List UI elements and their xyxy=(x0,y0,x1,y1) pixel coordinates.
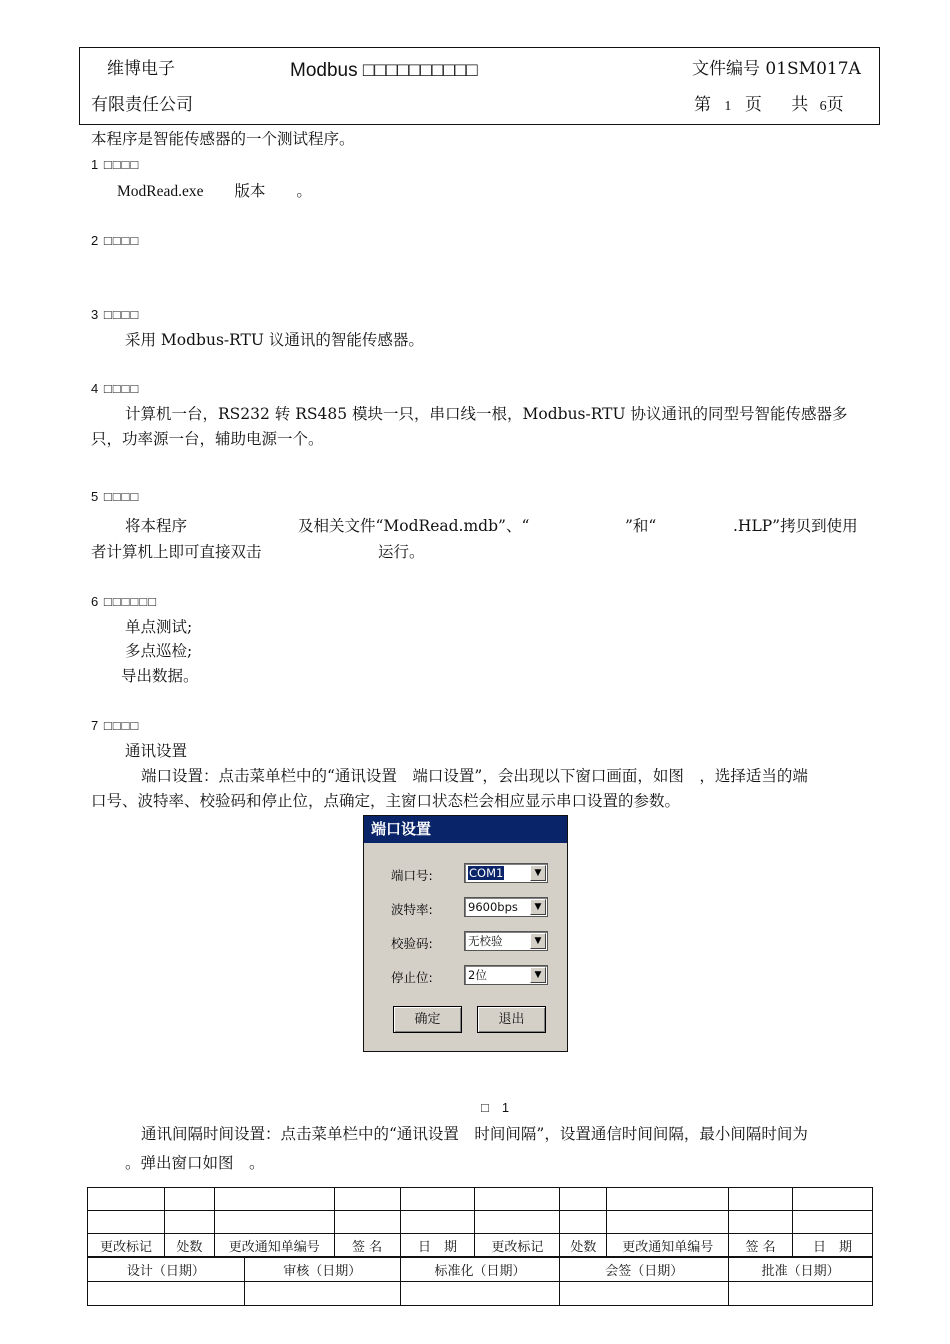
chevron-down-icon[interactable]: ▼ xyxy=(530,899,546,915)
page-unit: 页 xyxy=(744,95,762,115)
section-4-line1: 计算机一台，RS232 转 RS485 模块一只，串口线一根，Modbus-RTU 协议通讯的同型号智能传感器多 xyxy=(125,405,848,423)
page-indicator xyxy=(694,90,844,115)
table-header-row xyxy=(88,1234,873,1257)
total-unit: 页 xyxy=(826,95,844,115)
company-name-line2: 有限责任公司 xyxy=(91,95,193,115)
figure-caption: □ 1 xyxy=(481,1100,510,1115)
section-7-p3: 通讯间隔时间设置：点击菜单栏中的“通讯设置 时间间隔”，设置通信时间间隔，最小间隔时间为 xyxy=(141,1125,808,1143)
section-1-title: 1 □□□□ xyxy=(91,157,140,172)
page-number: 1 xyxy=(724,99,732,114)
version-label: 版本 xyxy=(234,182,266,200)
chevron-down-icon[interactable]: ▼ xyxy=(530,967,546,983)
port-select[interactable] xyxy=(464,863,548,883)
col-review: 审核（日期） xyxy=(244,1258,400,1282)
port-label: 端口号: xyxy=(391,868,433,883)
section-3-content: 采用 Modbus-RTU 议通讯的智能传感器。 xyxy=(125,331,424,349)
document-title: Modbus □□□□□□□□□□ xyxy=(290,60,478,81)
approval-header-row xyxy=(88,1258,873,1282)
stopbit-value: 2位 xyxy=(468,968,487,982)
section-6-title: 6 □□□□□□ xyxy=(91,594,157,609)
col-signature: 签 名 xyxy=(729,1234,793,1257)
intro-text: 本程序是智能传感器的一个测试程序。 xyxy=(91,130,355,148)
col-date: 日 期 xyxy=(793,1234,873,1257)
col-approve: 批准（日期） xyxy=(729,1258,873,1282)
col-countersign: 会签（日期） xyxy=(560,1258,729,1282)
col-standard: 标准化（日期） xyxy=(400,1258,560,1282)
table-row xyxy=(88,1188,873,1211)
section-7-p2: 口号、波特率、校验码和停止位，点确定，主窗口状态栏会相应显示串口设置的参数。 xyxy=(91,792,681,810)
section-7-subtitle: 通讯设置 xyxy=(125,742,188,760)
col-design: 设计（日期） xyxy=(88,1258,245,1282)
col-signature: 签 名 xyxy=(334,1234,400,1257)
section-4-line2: 只，功率源一台，辅助电源一个。 xyxy=(91,430,324,448)
exe-name: ModRead.exe xyxy=(117,183,204,200)
table-row xyxy=(88,1211,873,1234)
company-name-line1: 维博电子 xyxy=(107,59,175,79)
section-1-content xyxy=(117,178,312,205)
chevron-down-icon[interactable]: ▼ xyxy=(530,933,546,949)
section-2-title: 2 □□□□ xyxy=(91,233,140,248)
section-5-p1a: 将本程序 xyxy=(125,517,188,535)
table-row xyxy=(88,1282,873,1306)
baud-label: 波特率: xyxy=(391,902,433,917)
section-7-p1: 端口设置：点击菜单栏中的“通讯设置 端口设置”，会出现以下窗口画面，如图 ，选择适当的端 xyxy=(141,767,808,785)
parity-value: 无校验 xyxy=(468,934,503,948)
col-notice-no: 更改通知单编号 xyxy=(214,1234,334,1257)
section-4-title: 4 □□□□ xyxy=(91,381,140,396)
approval-table xyxy=(87,1257,873,1306)
section-5-p2b: 运行。 xyxy=(378,543,425,561)
dialog-title: 端口设置 xyxy=(364,816,567,843)
section-7-p4: 。弹出窗口如图 。 xyxy=(125,1154,265,1172)
stopbit-label: 停止位: xyxy=(391,970,433,985)
section-5-title: 5 □□□□ xyxy=(91,489,140,504)
section-5-p1c: ”和“ xyxy=(625,517,657,535)
total-pages: 6 xyxy=(819,99,827,114)
section-7-title: 7 □□□□ xyxy=(91,718,140,733)
exit-button[interactable]: 退出 xyxy=(477,1006,546,1033)
feature-item: 导出数据。 xyxy=(121,667,199,685)
section-5-p2a: 者计算机上即可直接双击 xyxy=(91,543,262,561)
col-change-mark: 更改标记 xyxy=(475,1234,560,1257)
col-notice-no: 更改通知单编号 xyxy=(607,1234,729,1257)
port-value: COM1 xyxy=(469,866,504,880)
total-prefix: 共 xyxy=(791,95,809,115)
feature-item: 多点巡检; xyxy=(125,642,193,660)
change-record-table xyxy=(87,1187,873,1257)
parity-label: 校验码: xyxy=(391,936,433,951)
port-settings-dialog xyxy=(363,815,568,1052)
baud-value: 9600bps xyxy=(468,900,518,914)
feature-item: 单点测试; xyxy=(125,618,193,636)
parity-select[interactable] xyxy=(464,931,548,951)
col-count: 处数 xyxy=(164,1234,214,1257)
col-change-mark: 更改标记 xyxy=(88,1234,165,1257)
col-count: 处数 xyxy=(560,1234,607,1257)
document-number: 文件编号 01SM017A xyxy=(692,59,861,79)
section-3-title: 3 □□□□ xyxy=(91,307,140,322)
chevron-down-icon[interactable]: ▼ xyxy=(530,865,546,881)
version-end: 。 xyxy=(296,182,312,200)
section-5-p1d: .HLP”拷贝到使用 xyxy=(733,517,858,535)
ok-button[interactable]: 确定 xyxy=(393,1006,462,1033)
section-5-p1b: 及相关文件“ModRead.mdb”、“ xyxy=(298,517,530,535)
baud-select[interactable] xyxy=(464,897,548,917)
page-prefix: 第 xyxy=(694,95,711,115)
col-date: 日 期 xyxy=(400,1234,475,1257)
stopbit-select[interactable] xyxy=(464,965,548,985)
